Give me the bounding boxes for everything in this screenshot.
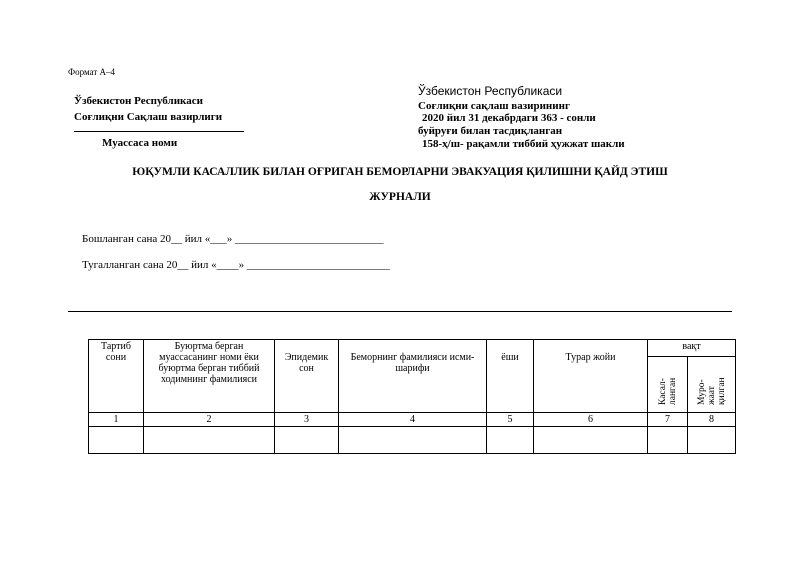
header-applied-label: Муро- жаат қилган — [696, 377, 727, 405]
header-fell-ill-label: Касал- ланган — [657, 377, 678, 405]
header-address: Турар жойи — [534, 340, 648, 413]
column-number: 7 — [648, 413, 688, 427]
right-header-order-date: 2020 йил 31 декабрдаги 363 - сонли — [422, 112, 596, 124]
table-cell — [688, 427, 736, 454]
right-header-approved: буйруғи билан тасдиқланган — [418, 125, 563, 137]
header-applied — [688, 357, 736, 413]
column-number: 6 — [534, 413, 648, 427]
header-requester: Буюртма берган муассасанинг номи ёки буюртма берган тиббий ходимнинг фамилияси — [144, 340, 275, 413]
table-row — [89, 427, 736, 454]
column-number: 1 — [89, 413, 144, 427]
left-header-institution-name: Муассаса номи — [102, 137, 178, 149]
right-header-form-number: 158-ҳ/ш- рақамли тиббий ҳужжат шакли — [422, 138, 625, 150]
header-order-number: Тартиб сони — [89, 340, 144, 413]
header-time: вақт — [648, 340, 736, 357]
left-header-ministry: Соғлиқни Сақлаш вазирлиги — [74, 111, 223, 123]
journal-subtitle: ЖУРНАЛИ — [369, 191, 431, 203]
header-patient-name: Беморнинг фамилияси исми-шарифи — [339, 340, 487, 413]
start-date-line: Бошланган сана 20__ йил «___» ___________________________ — [82, 233, 384, 245]
header-age: ёши — [487, 340, 534, 413]
table-cell — [339, 427, 487, 454]
column-number: 8 — [688, 413, 736, 427]
right-header-ministry: Соғлиқни сақлаш вазирининг — [418, 100, 570, 112]
header-fell-ill — [648, 357, 688, 413]
format-label: Формат А–4 — [68, 67, 116, 77]
column-number-row — [89, 413, 736, 427]
column-number: 5 — [487, 413, 534, 427]
journal-title: ЮҚУМЛИ КАСАЛЛИК БИЛАН ОҒРИГАН БЕМОРЛАРНИ ЭВАКУАЦИЯ ҚИЛИШНИ ҚАЙД ЭТИШ — [132, 166, 668, 178]
table-cell — [534, 427, 648, 454]
end-date-line: Тугалланган сана 20__ йил «____» __________________________ — [82, 259, 390, 271]
header-epidemic-number: Эпидемик сон — [275, 340, 339, 413]
column-number: 3 — [275, 413, 339, 427]
table-cell — [275, 427, 339, 454]
institution-name-line — [74, 131, 244, 132]
table-cell — [89, 427, 144, 454]
left-header-republic: Ўзбекистон Республикаси — [74, 95, 203, 107]
table-cell — [648, 427, 688, 454]
right-header-republic: Ўзбекистон Республикаси — [418, 84, 563, 98]
table-cell — [144, 427, 275, 454]
table-cell — [487, 427, 534, 454]
journal-table — [88, 339, 736, 454]
column-number: 2 — [144, 413, 275, 427]
column-number: 4 — [339, 413, 487, 427]
separator-line — [68, 311, 732, 312]
